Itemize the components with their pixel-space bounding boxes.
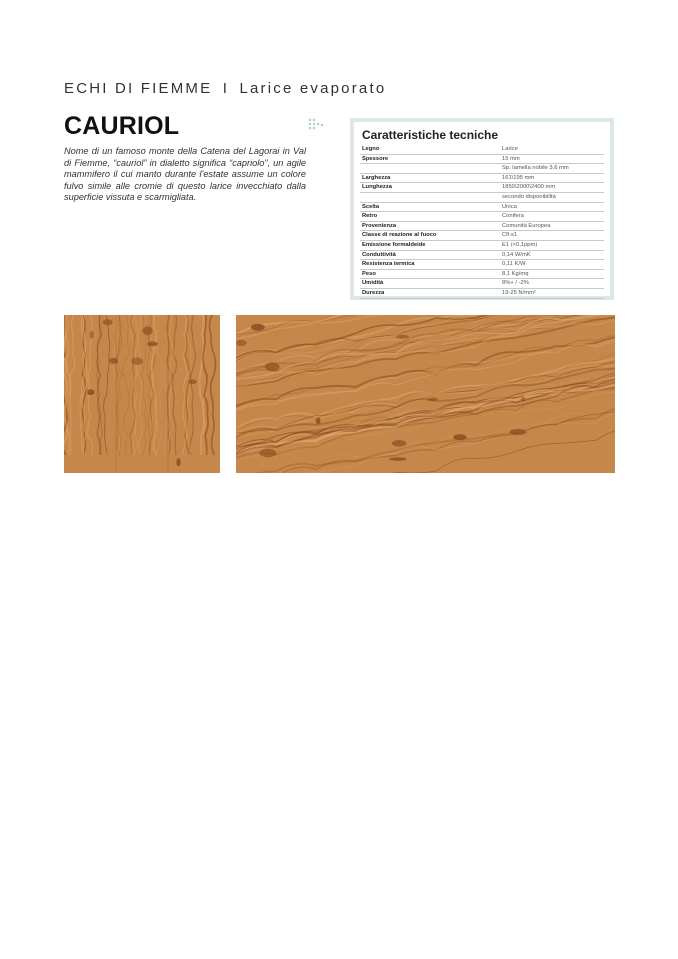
spec-label: Resistenza termica bbox=[362, 261, 415, 268]
spec-row bbox=[360, 203, 604, 213]
header-separator: I bbox=[222, 80, 230, 97]
spec-value: Sp. lamella nobile 3,6 mm bbox=[502, 165, 569, 172]
product-name: CAURIOL bbox=[64, 112, 180, 140]
dots-decoration-icon bbox=[308, 118, 324, 132]
spec-value: 8%+ / -2% bbox=[502, 280, 529, 287]
collection-subtitle: Larice evaporato bbox=[239, 80, 387, 97]
spec-row bbox=[360, 145, 604, 155]
spec-value: Cfl-s1 bbox=[502, 232, 518, 239]
spec-value: secondo disponibilità bbox=[502, 193, 556, 200]
spec-row bbox=[360, 222, 604, 232]
spec-label: Legno bbox=[362, 146, 380, 152]
specs-table bbox=[360, 145, 604, 299]
spec-label bbox=[360, 164, 502, 173]
spec-label: Peso bbox=[362, 270, 376, 277]
spec-value: Larice bbox=[502, 146, 518, 152]
spec-row bbox=[360, 270, 604, 280]
spec-row bbox=[360, 155, 604, 165]
spec-label: Conduttività bbox=[362, 251, 396, 258]
wood-sample-square-image bbox=[64, 315, 220, 473]
spec-row bbox=[360, 260, 604, 270]
spec-label: Spessore bbox=[362, 155, 389, 162]
wood-sample-wide-image bbox=[236, 315, 615, 473]
spec-label: Scelta bbox=[362, 203, 380, 210]
spec-label: Durezza bbox=[362, 289, 385, 296]
spec-value: Conifera bbox=[502, 213, 524, 220]
spec-row bbox=[360, 174, 604, 184]
spec-label: Umidità bbox=[362, 280, 384, 287]
spec-label: Emissione formaldeide bbox=[362, 241, 426, 248]
spec-row bbox=[360, 212, 604, 222]
page-header bbox=[64, 80, 386, 97]
spec-label: Larghezza bbox=[362, 174, 391, 181]
spec-label bbox=[360, 193, 502, 202]
product-description: Nome di un famoso monte della Catena del Lagorai in Val di Fiemme, “cauriol” in dialetto significa “capriolo”, un agile mammifero il cui manto durante l'estate assume un colore fulvo simile alle cromie di questo larice invecchiato dalla superficie vissuta e scarmigliata. bbox=[64, 146, 306, 203]
spec-value: E1 (<0,1ppm) bbox=[502, 241, 538, 248]
spec-value: 0,14 W/mK bbox=[502, 251, 531, 258]
spec-row bbox=[360, 231, 604, 241]
spec-label: Classe di reazione al fuoco bbox=[362, 232, 437, 239]
spec-label: Provenienza bbox=[362, 222, 397, 229]
spec-row bbox=[360, 241, 604, 251]
spec-label: Lunghezza bbox=[362, 184, 392, 191]
spec-value: 0,11 K/W bbox=[502, 261, 526, 268]
collection-name: ECHI DI FIEMME bbox=[64, 80, 213, 97]
spec-row bbox=[360, 251, 604, 261]
spec-value: Comunità Europea bbox=[502, 222, 551, 229]
spec-value: 15 mm bbox=[502, 155, 520, 162]
spec-row bbox=[360, 164, 604, 174]
spec-row bbox=[360, 193, 604, 203]
spec-value: 1850\2000\2400 mm bbox=[502, 184, 556, 191]
technical-specs-panel bbox=[350, 118, 614, 300]
spec-value: 161\195 mm bbox=[502, 174, 535, 181]
spec-label: Retro bbox=[362, 213, 378, 220]
specs-title: Caratteristiche tecniche bbox=[362, 128, 499, 142]
spec-row bbox=[360, 279, 604, 289]
spec-value: 19-25 N/mm² bbox=[502, 289, 536, 296]
spec-row bbox=[360, 183, 604, 193]
spec-row bbox=[360, 289, 604, 299]
spec-value: Unica bbox=[502, 203, 517, 210]
spec-value: 8,1 Kg/mq bbox=[502, 270, 529, 277]
